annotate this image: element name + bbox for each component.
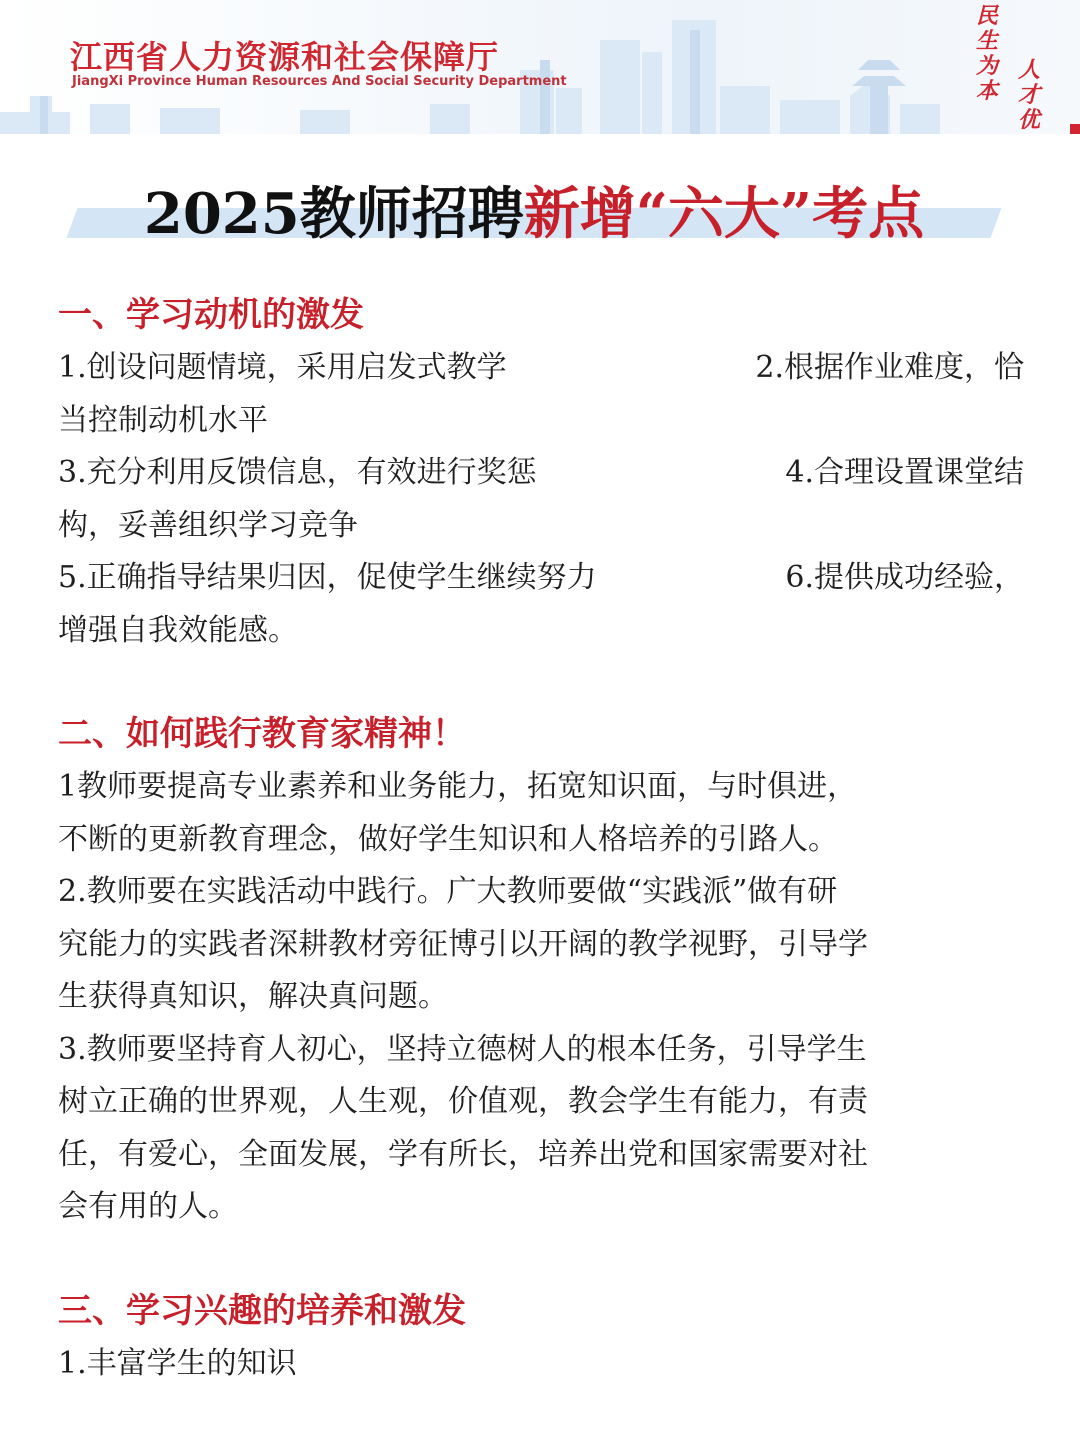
section-body	[58, 1338, 1024, 1391]
text-line: 究能力的实践者深耕教材旁征博引以开阔的教学视野，引导学	[58, 926, 868, 962]
text-line: 任，有爱心，全面发展，学有所长，培养出党和国家需要对社	[58, 1136, 868, 1172]
section-motivation	[58, 288, 1024, 657]
title-red-part: 新增“六大”考点	[523, 181, 925, 247]
section-heading: 一、学习动机的激发	[58, 295, 364, 335]
section-heading: 三、学习兴趣的培养和激发	[58, 1290, 466, 1331]
page-title-block	[72, 176, 996, 256]
text-line	[58, 447, 1024, 500]
text-line: 树立正确的世界观，人生观，价值观，教会学生有能力，有责	[58, 1084, 868, 1119]
org-name-cn: 江西省人力资源和社会保障厅	[70, 38, 500, 76]
text-line: 1教师要提高专业素养和业务能力，拓宽知识面，与时俱进，	[58, 769, 858, 804]
list-item: 4.合理设置课堂结	[785, 455, 1024, 490]
text-line: 3.教师要坚持育人初心，坚持立德树人的根本任务，引导学生	[58, 1031, 867, 1067]
section-body	[58, 342, 1024, 657]
article-content	[58, 288, 1024, 1440]
text-line: 增强自我效能感。	[58, 612, 298, 648]
text-line: 不断的更新教育理念，做好学生知识和人格培养的引路人。	[58, 821, 838, 857]
text-line: 2.教师要在实践活动中践行。广大教师要做“实践派”做有研	[58, 874, 838, 909]
org-name-en: JiangXi Province Human Resources And Social Security Department	[72, 74, 567, 89]
list-item: 5.正确指导结果归因，促使学生继续努力	[58, 560, 597, 595]
title-black-part: 2025教师招聘	[143, 181, 524, 247]
text-line: 当控制动机水平	[58, 402, 268, 438]
list-item: 1.创设问题情境，采用启发式教学	[58, 350, 507, 385]
section-body	[58, 761, 1024, 1234]
red-corner-accent	[1070, 124, 1080, 134]
text-line	[58, 552, 1024, 605]
text-line: 生获得真知识，解决真问题。	[58, 979, 448, 1014]
header-banner	[0, 0, 1080, 134]
text-line: 构，妥善组织学习竞争	[58, 507, 358, 543]
text-line: 1.丰富学生的知识	[58, 1345, 297, 1381]
section-heading: 二、如何践行教育家精神！	[58, 714, 466, 754]
text-line: 会有用的人。	[58, 1189, 238, 1224]
list-item: 2.根据作业难度，恰	[755, 350, 1024, 385]
list-item: 3.充分利用反馈信息，有效进行奖惩	[58, 455, 537, 490]
text-line	[58, 342, 1024, 395]
list-item: 6.提供成功经验，	[785, 560, 1024, 595]
section-interest	[58, 1284, 1024, 1391]
page-title	[72, 176, 996, 252]
slogan-calligraphy-1: 民生为本	[975, 3, 998, 104]
slogan-calligraphy-2: 人才优	[1017, 57, 1040, 133]
section-educator-spirit	[58, 707, 1024, 1234]
